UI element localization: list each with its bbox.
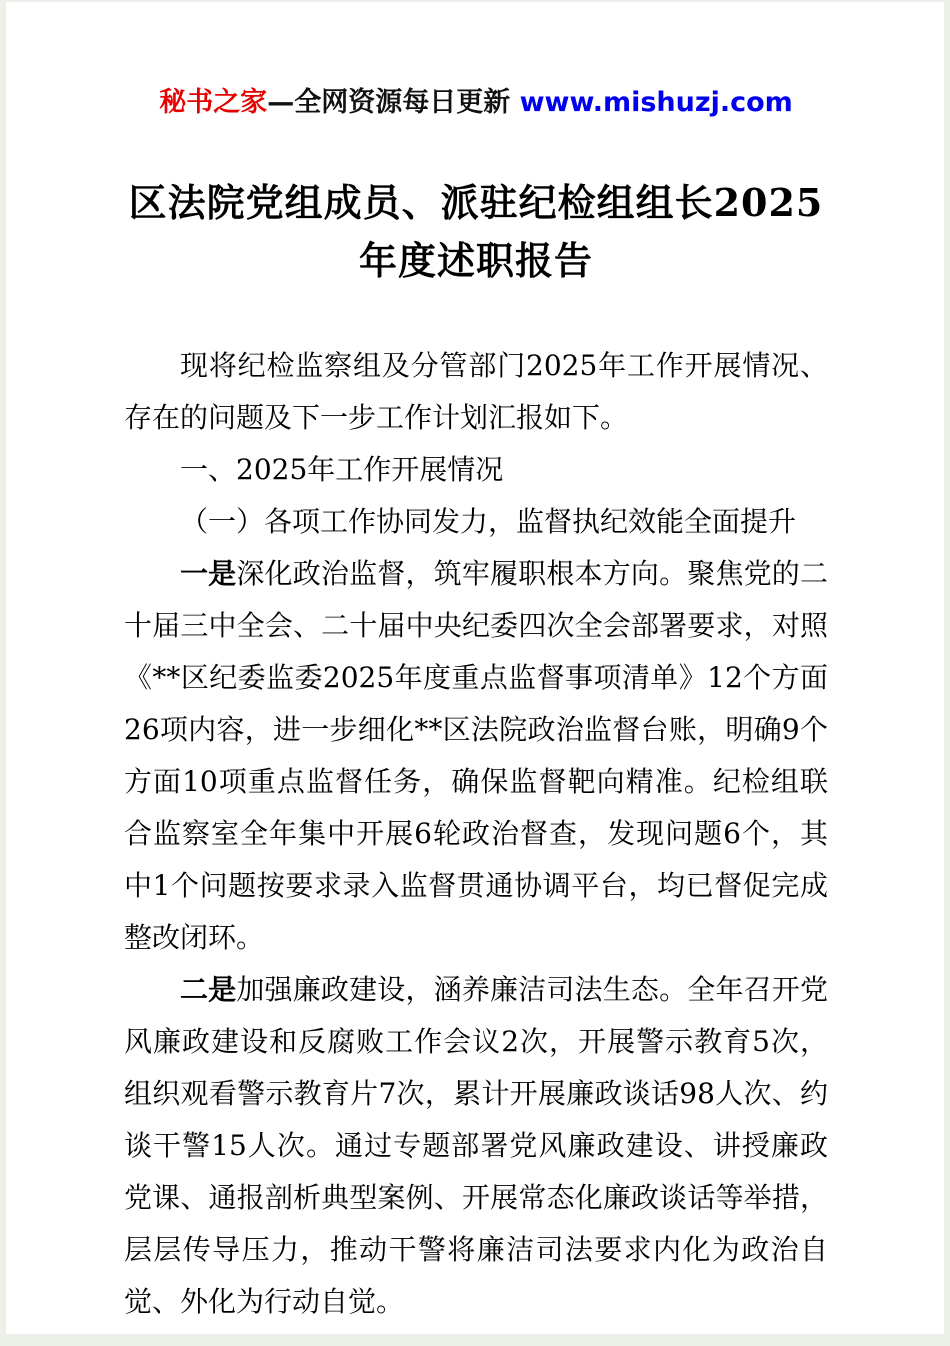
site-brand: 秘书之家 [159,87,268,118]
document-page [6,2,944,1334]
point-one-text: 深化政治监督，筑牢履职根本方向。聚焦党的二十届三中全会、二十届中央纪委四次全会部署要求，对照《**区纪委监委2025年度重点监督事项清单》12个方面26项内容，进一步细化**区法院政治监督台账，明确9个方面10项重点监督任务，确保监督靶向精准。纪检组联合监察室全年集中开展6轮政治督查，发现问题6个，其中1个问题按要求录入监督贯通协调平台，均已督促完成整改闭环。 [124,557,828,954]
site-header [124,86,828,120]
document-title: 区法院党组成员、派驻纪检组组长2025年度述职报告 [128,180,824,283]
point-two-lead: 二是 [180,973,237,1006]
site-url-link[interactable]: www.mishuzj.com [519,87,793,118]
heading-section-one: 一、2025年工作开展情况 [180,453,504,486]
paragraph-intro: 现将纪检监察组及分管部门2025年工作开展情况、存在的问题及下一步工作计划汇报如下。 [124,349,828,434]
point-one-lead: 一是 [180,557,237,590]
paragraph-point-two [124,964,828,1328]
heading-subsection-one: （一）各项工作协同发力，监督执纪效能全面提升 [180,505,797,538]
point-two-text: 加强廉政建设，涵养廉洁司法生态。全年召开党风廉政建设和反腐败工作会议2次，开展警示教育5次，组织观看警示教育片7次，累计开展廉政谈话98人次、约谈干警15人次。通过专题部署党风廉政建设、讲授廉政党课、通报剖析典型案例、开展常态化廉政谈话等举措，层层传导压力，推动干警将廉洁司法要求内化为政治自觉、外化为行动自觉。 [124,973,828,1318]
site-tagline: —全网资源每日更新 [267,87,520,118]
paragraph-point-one [124,548,828,964]
document-body [124,340,828,1328]
